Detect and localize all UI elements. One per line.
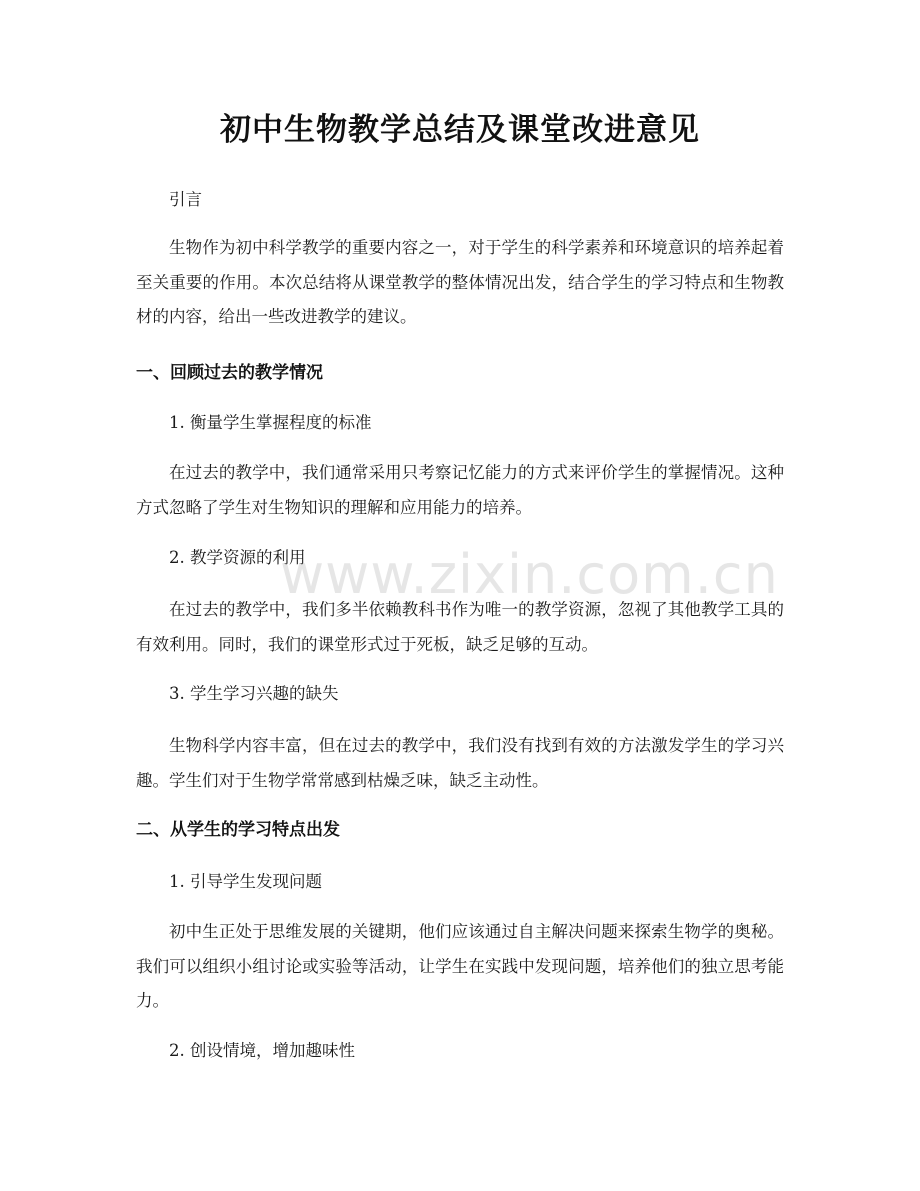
intro-label: 引言 <box>169 190 202 209</box>
subheading-1-3: 3. 学生学习兴趣的缺失 <box>169 684 339 703</box>
paragraph-2-1: 初中生正处于思维发展的关键期，他们应该通过自主解决问题来探索生物学的奥秘。我们可以组织小组讨论或实验等活动，让学生在实践中发现问题，培养他们的独立思考能力。 <box>136 922 784 1010</box>
section-heading-2: 二、从学生的学习特点出发 <box>136 820 340 840</box>
watermark-text: www.zixin.com.cn <box>280 543 779 606</box>
paragraph-1-3: 生物科学内容丰富，但在过去的教学中，我们没有找到有效的方法激发学生的学习兴趣。学生们对于生物学常常感到枯燥乏味，缺乏主动性。 <box>136 736 784 790</box>
page-title: 初中生物教学总结及课堂改进意见 <box>220 112 700 148</box>
subheading-2-2: 2. 创设情境，增加趣味性 <box>169 1041 355 1060</box>
paragraph-1-1: 在过去的教学中，我们通常采用只考察记忆能力的方式来评价学生的掌握情况。这种方式忽略了学生对生物知识的理解和应用能力的培养。 <box>136 463 784 517</box>
subheading-1-2: 2. 教学资源的利用 <box>169 548 306 567</box>
subheading-2-1: 1. 引导学生发现问题 <box>169 872 322 891</box>
intro-paragraph: 生物作为初中科学教学的重要内容之一，对于学生的科学素养和环境意识的培养起着至关重要的作用。本次总结将从课堂教学的整体情况出发，结合学生的学习特点和生物教材的内容，给出一些改进教学的建议。 <box>136 238 784 326</box>
paragraph-1-2: 在过去的教学中，我们多半依赖教科书作为唯一的教学资源，忽视了其他教学工具的有效利用。同时，我们的课堂形式过于死板，缺乏足够的互动。 <box>136 600 784 654</box>
section-heading-1: 一、回顾过去的教学情况 <box>136 363 323 383</box>
subheading-1-1: 1. 衡量学生掌握程度的标准 <box>169 413 372 432</box>
